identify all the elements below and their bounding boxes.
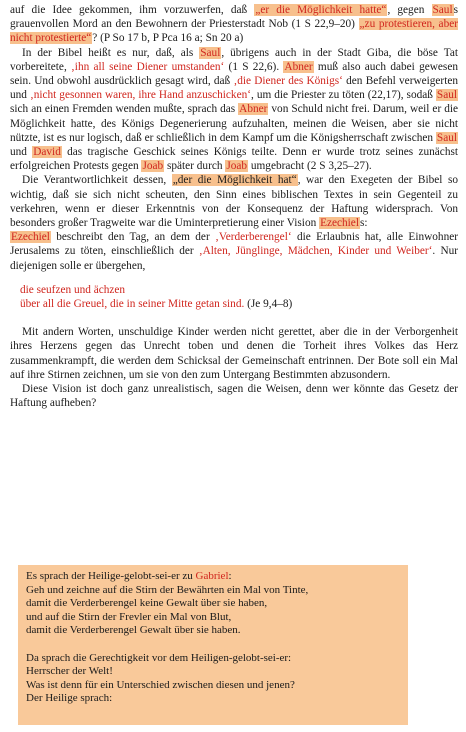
text-run: , gegen <box>387 4 432 16</box>
scripture-quote <box>20 283 458 311</box>
highlight: „er die Möglichkeit hatte“ <box>255 4 387 16</box>
highlight: „der die Möglichkeit hat“ <box>172 174 297 187</box>
highlighted-quote-box <box>18 565 408 725</box>
quote-line <box>20 297 458 311</box>
box-line: Herrscher der Welt! <box>26 665 113 678</box>
box-line <box>26 570 400 584</box>
text-run: , war den Exegeten der Bibel so wichtig, daß sie sich nicht scheuten, den Sinn eines biblischen Textes in sein Gegenteil zu verkehren, wenn er dieser Erkenntnis von der Konsequenz der Haftung widersprach. Von besonders großer Tragweite war die Uminterpretierung einer Vision <box>10 174 459 230</box>
box-line: Da sprach die Gerechtigkeit vor dem Heiligen-gelobt-sei-er: <box>26 651 292 664</box>
text-run: , übrigens auch in der Stadt Giba, die böse Tat vorbereitete, <box>10 46 458 73</box>
text-run: : <box>228 570 232 582</box>
spacer <box>26 638 400 652</box>
name-abner: Abner <box>239 103 268 116</box>
bible-quote: ‚die Diener des Königs‘ <box>233 75 343 88</box>
text-run: sich an einen Fremden wenden mußte, sprach das <box>10 103 239 116</box>
paragraph-3 <box>10 173 458 230</box>
box-line: Geh und zeichne auf die Stirn der Bewährten ein Mal von Tinte, <box>26 583 309 596</box>
text-run: s: <box>359 217 368 230</box>
text-run: von Schuld nicht frei. Darum, weil er die Möglichkeit hatte, des Königs Degenerierung aufzuhalten, meinen die Weisen, aber sie nicht nützte, ist es nur logisch, daß er schließlich in dem Kampf um die Königsherrschaft zwischen <box>10 103 458 144</box>
name-david: David <box>33 146 61 159</box>
bible-quote: ‚ihn all seine Diener umstanden‘ <box>71 60 225 73</box>
text-run: das tragische Geschick seines Königs teilte. Denn er wurde trotz seines zunächst erfolgreichen Protests gegen <box>10 146 458 173</box>
quote-text: über all die Greuel, die in seiner Mitte getan sind. <box>20 298 245 311</box>
name-abner: Abner <box>284 60 313 73</box>
text-run: , um die Priester zu töten (22,17), sodaß <box>251 89 436 102</box>
name-saul: Saul <box>436 89 458 102</box>
paragraph-4 <box>10 230 458 273</box>
name-saul: Saul <box>200 46 221 59</box>
text-run: später durch <box>164 160 226 173</box>
paragraph-5: Mit andern Worten, unschuldige Kinder werden nicht gerettet, aber die in der Verborgenheit ihres Herzens gegen das Unrecht toben und denen die Torheit ihres Volkes das Herz zusammenkrampft, die werden dem Schicksal der Gemeinschaft entrinnen. Der Bote soll ein Mal auf ihre Stirnen zeichnen, um sie von den zum Untergang Bestimmten abzusondern. <box>10 326 458 381</box>
bible-quote: ‚Alten, Jünglinge, Mädchen, Kinder und Weiber‘ <box>198 245 433 258</box>
box-line: Was ist denn für ein Unterschied zwischen diesen und jenen? <box>26 678 295 691</box>
name-gabriel: Gabriel <box>195 570 229 582</box>
bible-quote: ‚nicht gesonnen waren, ihre Hand anzuschicken‘ <box>29 89 252 102</box>
quote-reference: (Je 9,4–8) <box>247 298 293 311</box>
text-run: auf die Idee gekommen, ihm vorzuwerfen, daß <box>10 4 255 16</box>
name-ezechiel: Ezechiel <box>320 217 359 230</box>
text-run: Die Verantwortlichkeit dessen, <box>22 174 172 187</box>
text-run: beschreibt den Tag, an dem der <box>50 231 216 244</box>
bible-quote: ‚Verderberengel‘ <box>215 231 292 244</box>
box-line: Der Heilige sprach: <box>26 692 113 705</box>
name-joab: Joab <box>142 160 164 173</box>
text-run: und <box>10 146 33 159</box>
box-line: damit die Verderberengel Gewalt über sie haben. <box>26 624 241 637</box>
name-ezechiel: Ezechiel <box>11 231 50 244</box>
box-line: und auf die Stirn der Frevler ein Mal von Blut, <box>26 610 232 623</box>
text-run: muß also auch dabei gewesen sein. Und obwohl ausdrücklich gesagt wird, daß <box>10 60 458 88</box>
text-run: umgebracht (2 S 3,25–27). <box>248 160 372 173</box>
text-run: In der Bibel heißt es nur, daß, als <box>22 46 200 59</box>
text-run: ? (P So 17 b, P Pca 16 a; Sn 20 a) <box>92 32 244 45</box>
paragraph-1 <box>10 3 458 46</box>
text-run: den Befehl verweigerten und <box>10 75 458 102</box>
text-run: s grauenvollen Mord an den Bewohnern der Priesterstadt Nob (1 S 22,9–20) <box>10 4 458 31</box>
name-joab: Joab <box>226 160 248 173</box>
paragraph-2 <box>10 46 458 174</box>
text-run: . Nur diejenigen solle er übergehen, <box>10 245 459 272</box>
paragraph-6: Diese Vision ist doch ganz unrealistisch, sagen die Weisen, denn wer könnte das Gesetz der Haftung aufheben? <box>10 383 458 410</box>
name-saul: Saul <box>436 131 457 144</box>
quote-line: die seufzen und ächzen <box>20 283 126 296</box>
text-run: (1 S 22,6). <box>224 60 284 73</box>
box-line: damit die Verderberengel keine Gewalt über sie haben, <box>26 597 268 610</box>
main-text <box>10 3 458 410</box>
text-run: Es sprach der Heilige-gelobt-sei-er zu <box>26 570 196 582</box>
text-run: die Erlaubnis hat, alle Einwohner Jerusalems zu töten, einschließlich der <box>10 231 459 258</box>
name-saul: Saul <box>432 4 453 16</box>
highlight: „zu protestieren, aber nicht protestierte“ <box>10 18 458 45</box>
